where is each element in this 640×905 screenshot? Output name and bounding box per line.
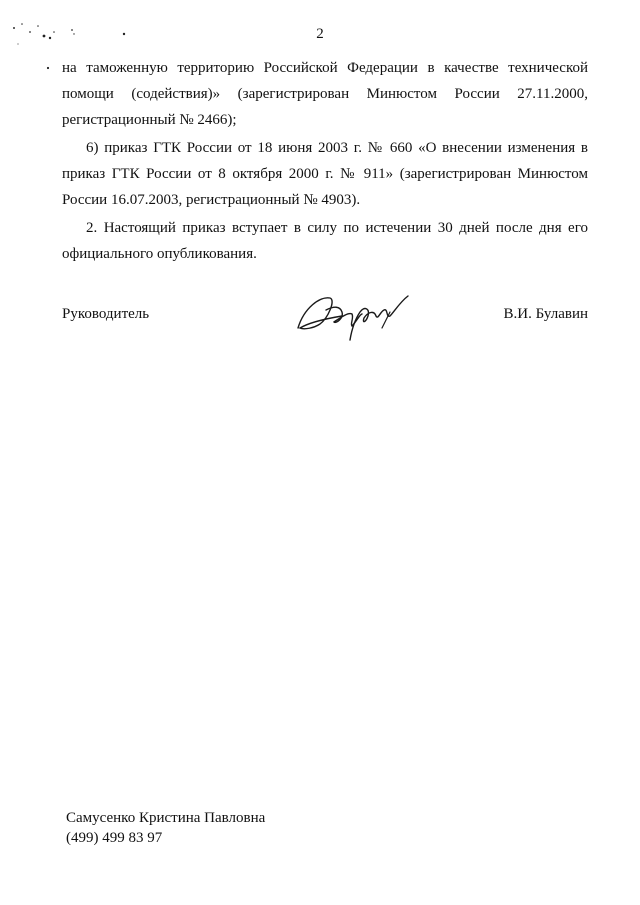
paragraph-item-6: 6) приказ ГТК России от 18 июня 2003 г. № 660 «О внесении изменения в приказ ГТК России от 8 октября 2000 г. № 911» (зарегистрирован Минюстом России 16.07.2003, регистрационный № 4903). [62, 140, 588, 208]
handwritten-signature-icon [290, 288, 420, 344]
signer-name: В.И. Булавин [503, 306, 588, 322]
executor-phone: (499) 499 83 97 [66, 830, 163, 846]
paragraph-point-2: 2. Настоящий приказ вступает в силу по истечении 30 дней после дня его официального опубликования. [62, 220, 588, 262]
executor-name: Самусенко Кристина Павловна [66, 810, 266, 826]
signer-position: Руководитель [62, 306, 150, 322]
paragraph-continuation: на таможенную территорию Российской Федерации в качестве технической помощи (содействия)» (зарегистрирован Минюстом России 27.11.2000, регистрационный № 2466); [62, 60, 588, 128]
document-body [62, 55, 588, 267]
page-number: 2 [316, 26, 324, 42]
executor-block [66, 808, 265, 848]
